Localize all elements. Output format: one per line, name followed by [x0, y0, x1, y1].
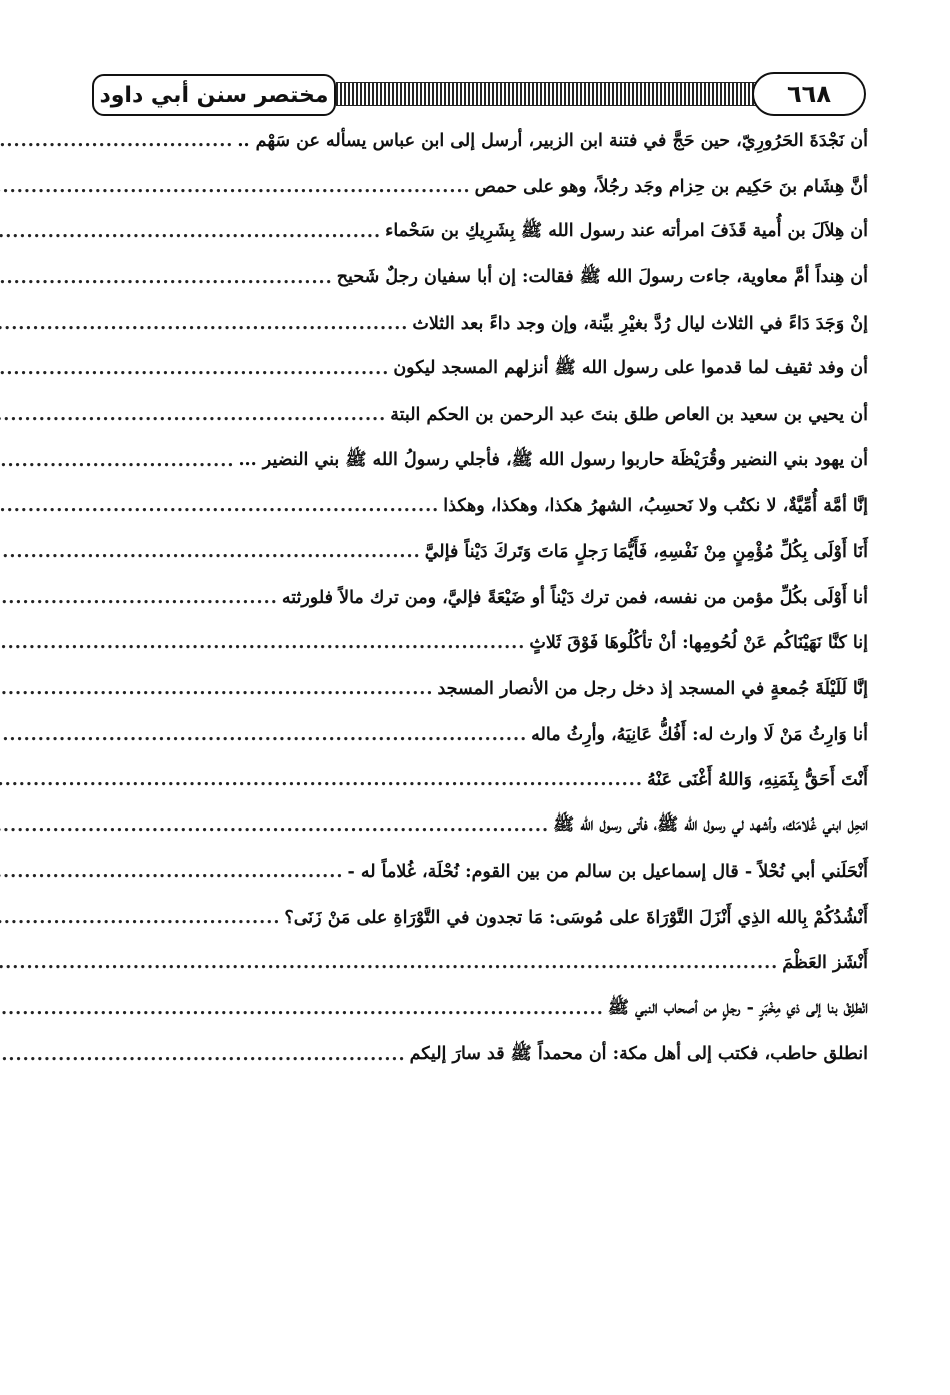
index-entry: [96, 758, 868, 804]
entry-text: أنَّ هِشَام بنَ حَكِيم بن حِزام وجَد رجُلاً، وهو على حمص: [474, 176, 868, 197]
entry-text: انطلق حاطب، فكتب إلى أهل مكة: أن محمداً ﷺ قد سارَ إليكم: [409, 1043, 868, 1064]
leader-dots: [0, 633, 525, 653]
leader-dots: [0, 908, 280, 928]
index-entry: [96, 895, 868, 941]
index-entry: [96, 392, 868, 438]
index-entry: [96, 529, 868, 575]
entry-text: أن وفد ثقيف لما قدموا على رسول الله ﷺ أنزلهم المسجد ليكون: [393, 358, 868, 379]
book-title: مختصر سنن أبي داود: [92, 74, 336, 116]
entry-text: إنا كنَّا نَهَيْنَاكُم عَنْ لُحُومِها: أنْ تأكُلُوهَا فَوْقَ ثَلاثٍ: [529, 633, 868, 654]
entry-text: أَنْحَلَني أبي نُحْلاً - قال إسماعيل بن سالم من بين القوم: نُحْلَة، غُلاماً له -: [347, 861, 868, 882]
entry-text: أَنَا أَوْلَى بِكُلِّ مُؤْمِنٍ مِنْ نَفْسِهِ، فَأَيُّمَا رَجلٍ مَاتَ وَتَركَ دَيْناً فإليَّ: [424, 542, 868, 563]
leader-dots: [0, 588, 278, 608]
entry-text: أنا أَوْلَى بكُلِّ مؤمن من نفسه، فمن ترك دَيْناً أو ضَيْعَةً فإليَّ، ومن ترك مالاً فلورثته: [281, 587, 868, 608]
leader-dots: [0, 679, 433, 699]
index-entry: [96, 666, 868, 712]
index-entry: [96, 712, 868, 758]
index-list: [96, 118, 868, 1077]
leader-dots: [0, 222, 381, 242]
entry-text: إنَّا لَلَيْلَةَ جُمعةٍ في المسجد إذ دخل رجل من الأنصار المسجد: [437, 679, 868, 700]
entry-text: أنا وَارِثُ مَنْ لَا وارث له: أَفُكُّ عَانِيَهُ، وأرِثُ ماله: [531, 724, 868, 745]
index-entry: [96, 118, 868, 164]
entry-text: إنَّا أمَّة أُمِّيَّةٌ، لا نكتُب ولا نَحسِبُ، الشهرُ هكذا، وهكذا، وهكذا: [443, 496, 868, 517]
page-number: ٦٦٨: [752, 72, 866, 116]
leader-dots: [0, 177, 471, 197]
index-entry: [96, 438, 868, 484]
leader-dots: [0, 405, 386, 425]
index-entry: [96, 209, 868, 255]
index-entry: [96, 255, 868, 301]
entry-text: أَنْشُدُكُمْ بِالله الذِي أَنْزَلَ التَّوْرَاةَ على مُوسَى: مَا تجدون في التَّوْرَاةِ على مَنْ زَنَى؟: [284, 907, 868, 928]
leader-dots: [0, 770, 643, 790]
index-entry: [96, 301, 868, 347]
entry-text: أَنْشَز العَظْمَ: [782, 953, 868, 974]
leader-dots: [0, 953, 778, 973]
entry-text: أن نَجْدَةَ الحَرُورِيّ، حين حَجَّ في فتنة ابن الزبير، أرسل إلى ابن عباس يسأله عن سَهْم ..: [237, 130, 868, 151]
leader-dots: [0, 268, 333, 288]
leader-dots: [0, 999, 604, 1019]
entry-text: أن يهود بني النضير وقُرَيْظَة حاربوا رسول الله ﷺ، فأجلي رسولُ الله ﷺ بني النضير ...: [238, 449, 868, 470]
entry-text: أن هِلاَلَ بن أُمية قَذَفَ امرأته عند رسول الله ﷺ بِشَرِيكِ بن سَحْماء: [385, 221, 868, 242]
leader-dots: [0, 359, 389, 379]
leader-dots: [0, 451, 234, 471]
entry-text: انحِل ابني غُلامَك، وأشهد لي رسول الله ﷺ، فأتى رسول الله ﷺ: [553, 815, 868, 836]
entry-text: أَنْتَ أَحَقُّ بِثَمَنِهِ، وَاللهُ أَغْنَى عَنْهُ: [646, 770, 868, 791]
index-entry: [96, 1032, 868, 1078]
entry-text: انْطلِقْ بنا إلى ذي مِخْبَرٍ - رجلٍ من أصحاب النبي ﷺ: [607, 997, 868, 1018]
leader-dots: [0, 131, 233, 151]
leader-dots: [0, 862, 343, 882]
index-entry: [96, 575, 868, 621]
index-entry: [96, 164, 868, 210]
leader-dots: [0, 725, 527, 745]
entry-text: أن يحيي بن سعيد بن العاص طلق بنتَ عبد الرحمن بن الحكم البتة: [390, 404, 868, 425]
leader-dots: [0, 314, 408, 334]
leader-dots: [0, 816, 549, 836]
page-header: [92, 70, 868, 120]
index-entry: [96, 484, 868, 530]
leader-dots: [0, 496, 439, 516]
leader-dots: [0, 542, 421, 562]
leader-dots: [0, 1045, 406, 1065]
index-entry: [96, 940, 868, 986]
index-entry: [96, 346, 868, 392]
entry-text: أن هِنداً أمَّ معاوية، جاءت رسولَ الله ﷺ فقالت: إن أبا سفيان رجلٌ شَحيح: [336, 266, 868, 287]
index-entry: [96, 621, 868, 667]
index-entry: [96, 986, 868, 1032]
index-entry: [96, 803, 868, 849]
entry-text: إنْ وَجَدَ دَاءً في الثلاث ليال رُدَّ بغيْرِ بيِّنة، وإن وجد داءً بعد الثلاث: [412, 313, 868, 334]
index-entry: [96, 849, 868, 895]
